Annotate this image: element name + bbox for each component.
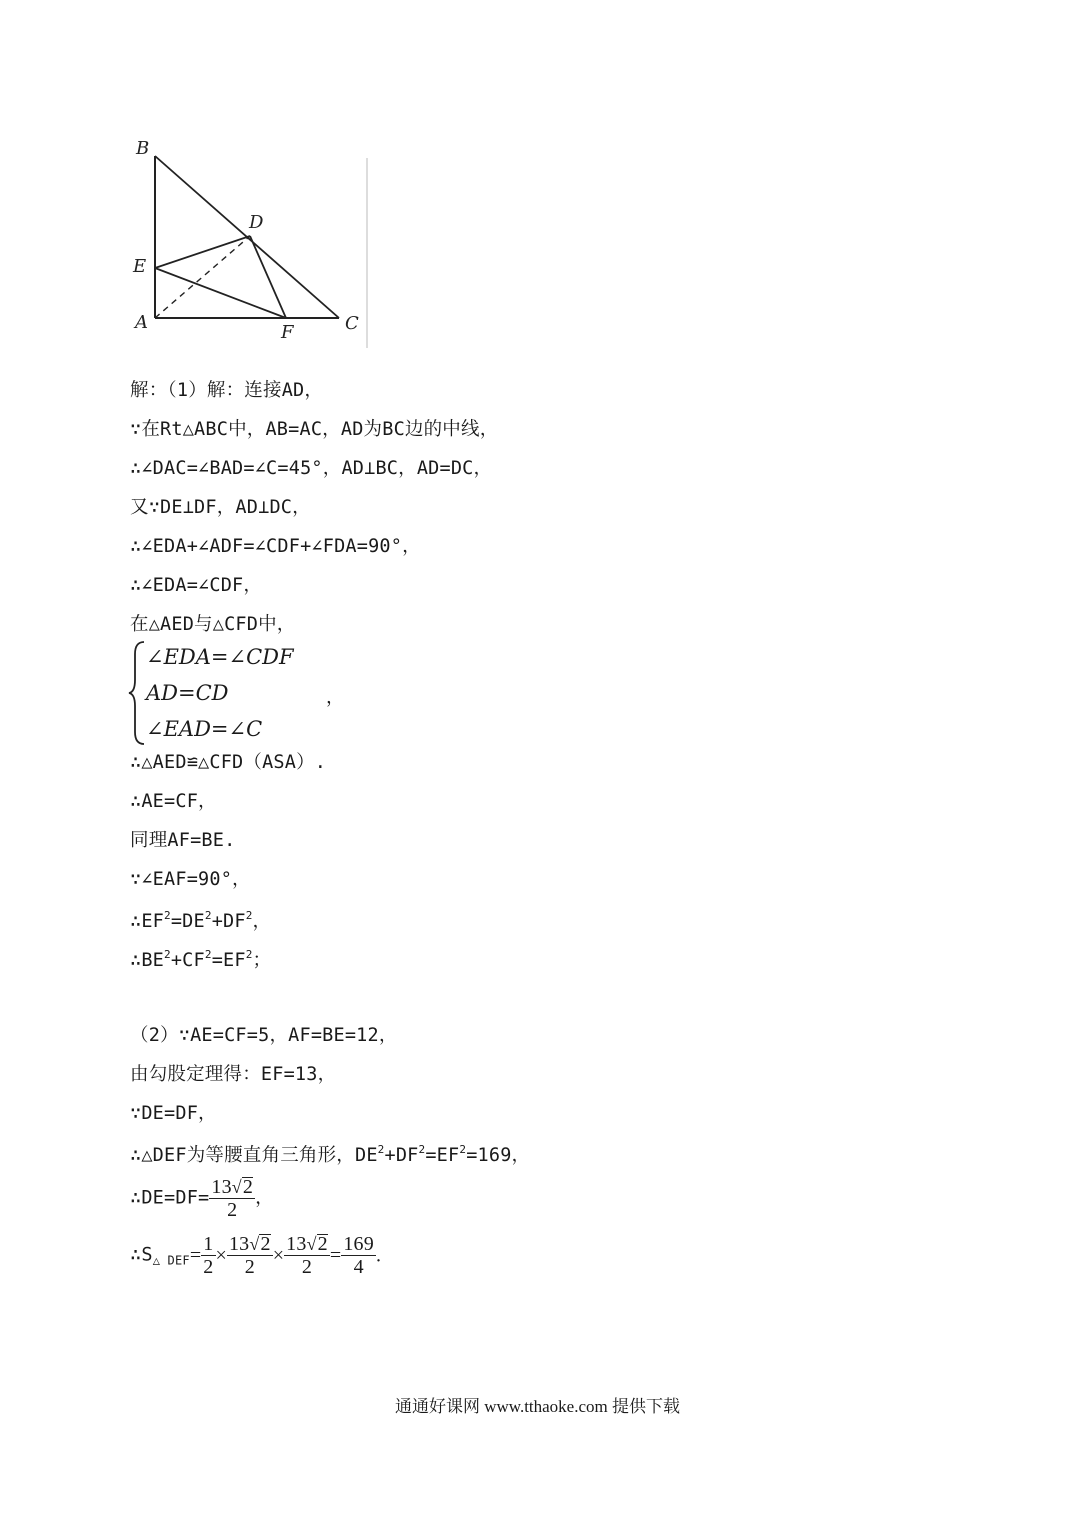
solution-line-13: $\therefore BE^2+CF^2=EF^2$； [130, 948, 272, 971]
solution-line-4: 又∵DE⊥DF，AD⊥DC， [130, 497, 311, 518]
page-footer: 通通好课网 www.tthaoke.com 提供下载 [394, 1397, 681, 1416]
solution-line-9: ∴AE=CF， [130, 791, 217, 812]
point-label-c: C [345, 313, 359, 334]
fraction-169-over-4: $\frac{169}{4}$ [343, 1233, 374, 1278]
solution-line-5: ∴∠EDA+∠ADF=∠CDF+∠FDA=90°， [130, 536, 421, 557]
solution-line-2: ∵在Rt△ABC中，AB=AC，AD为BC边的中线， [130, 419, 499, 440]
solution-line-14: （2）∵AE=CF=5，AF=BE=12， [130, 1025, 398, 1046]
solution-line-15: 由勾股定理得：EF=13， [130, 1064, 337, 1085]
solution-line-10: 同理AF=BE. [130, 830, 236, 851]
point-label-d: D [249, 212, 264, 233]
solution-line-11: ∵∠EAF=90°， [130, 869, 251, 890]
segment-ed [155, 236, 250, 268]
solution-line-8: ∴△AED≌△CFD（ASA）. [130, 752, 327, 773]
solution-line-17: ∴△DEF为等腰直角三角形，$DE^2+DF^2=EF^2=169$， [130, 1143, 531, 1166]
segment-ef [155, 268, 286, 318]
system-comma: ， [326, 687, 344, 708]
system-eq-3: ∠EAD=∠C [146, 717, 263, 741]
system-eq-2: AD=CD [146, 681, 229, 705]
point-label-a: A [135, 312, 148, 333]
triangle-diagram [118, 128, 370, 350]
solution-line-6: ∴∠EDA=∠CDF， [130, 575, 263, 596]
solution-line-12: $\therefore EF^2=DE^2+DF^2$， [130, 909, 272, 932]
solution-line-19: $\therefore S_{\triangle DEF}=$ $\frac{1}{2}$ × $\frac{13√2}{2}$ × $\frac{13√2}{2}$ = $\frac{169}{4}$ . [130, 1233, 382, 1278]
solution-line-18: ∴DE=DF= $\frac{13√2}{2}$ ， [130, 1176, 274, 1221]
solution-line-3: ∴∠DAC=∠BAD=∠C=45°，AD⊥BC，AD=DC， [130, 458, 493, 479]
solution-line-7: 在△AED与△CFD中， [130, 614, 296, 635]
system-eq-1: ∠EDA=∠CDF [146, 645, 294, 669]
solution-line-1: 解：（1）解：连接AD， [130, 380, 324, 401]
segment-ad-dashed [155, 236, 250, 318]
fraction-13-root2-over-2: $\frac{13√2}{2}$ [286, 1233, 328, 1278]
fraction-13-root2-over-2: $\frac{13√2}{2}$ [211, 1176, 254, 1221]
geometry-figure [118, 128, 370, 350]
point-label-b: B [136, 138, 150, 159]
system-brace [128, 640, 148, 746]
fraction-13-root2-over-2: $\frac{13√2}{2}$ [228, 1233, 271, 1278]
point-label-e: E [133, 256, 147, 277]
point-label-f: F [281, 322, 294, 343]
fraction-one-half: $\frac{1}{2}$ [203, 1233, 214, 1278]
solution-line-16: ∵DE=DF， [130, 1103, 217, 1124]
